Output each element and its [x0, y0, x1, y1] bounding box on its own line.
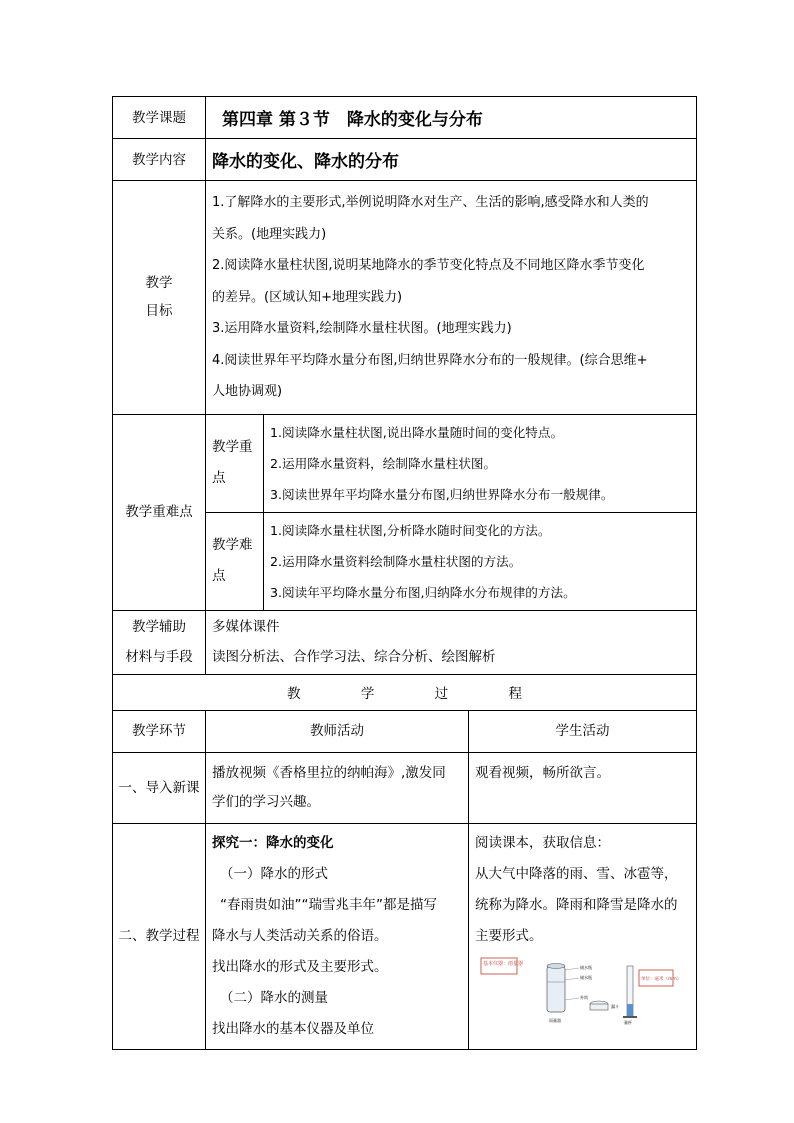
label-key-line2: 点: [212, 470, 226, 486]
label-goals-line1: 教学: [145, 275, 173, 292]
heading-char: 教: [287, 686, 301, 702]
label-key-line1: 教学重: [212, 439, 253, 455]
diagram-label: 储水瓶: [580, 974, 592, 980]
goals-cell: [206, 181, 697, 415]
label-aids: [113, 610, 206, 674]
label-difficult-points: [206, 512, 264, 610]
label-aids-line1: 教学辅助: [132, 619, 186, 635]
goal-line: 2.阅读降水量柱状图,说明某地降水的季节变化特点及不同地区降水季节变化: [212, 258, 645, 273]
diagram-label: 外筒: [580, 994, 588, 1000]
heading-char: 过: [434, 686, 449, 702]
aid-line: 读图分析法、合作学习法、综合分析、绘图解析: [212, 649, 496, 665]
goal-line: 的差异。(区域认知+地理实践力): [212, 289, 403, 305]
diagram-label: 量杯: [624, 1019, 632, 1025]
stage-intro: 一、导入新课: [113, 752, 206, 823]
label-goals-line2: 目标: [145, 303, 173, 320]
diagram-box-left-text: 基本仪器：雨量器: [483, 960, 524, 967]
difficult-points-cell: [264, 512, 697, 610]
goal-line: 4.阅读世界年平均降水量分布图,归纳世界降水分布的一般规律。(综合思维+: [212, 352, 648, 368]
difficult-point: 3.阅读年平均降水量分布图,归纳降水分布规律的方法。: [270, 584, 576, 600]
rain-gauge-top-icon: [547, 963, 565, 968]
col-student-header: 学生活动: [469, 710, 697, 752]
heading-char: 程: [508, 686, 522, 702]
label-aids-line2: 材料与手段: [125, 649, 193, 665]
label-goals: [113, 181, 206, 415]
rain-gauge-diagram: [475, 956, 685, 1030]
rain-gauge-icon: [547, 966, 565, 1012]
teacher-line: 找出降水的形式及主要形式。: [212, 958, 388, 975]
label-key-points: [206, 414, 264, 512]
teacher-intro-line: 学们的学习兴趣。: [212, 793, 320, 810]
lesson-topic: 第四章 第３节 降水的变化与分布: [206, 97, 697, 139]
col-stage-header: 教学环节: [113, 710, 206, 752]
subheading-measure: （二）降水的测量: [220, 989, 328, 1006]
heading-char: 学: [360, 686, 375, 702]
label-diff-line1: 教学难: [212, 537, 253, 553]
difficult-point: 1.阅读降水量柱状图,分析降水随时间变化的方法。: [270, 522, 551, 538]
diagram-label: 雨量器: [549, 1017, 561, 1023]
key-point: 2.运用降水量资料，绘制降水量柱状图。: [270, 455, 497, 471]
lesson-plan-table: [112, 96, 697, 1050]
student-process-cell: [469, 823, 697, 1049]
goal-line: 关系。(地理实践力): [212, 226, 327, 242]
key-point: 1.阅读降水量柱状图,说出降水量随时间的变化特点。: [270, 424, 564, 440]
teacher-line: “春雨贵如油”“瑞雪兆丰年”都是描写: [220, 896, 437, 913]
label-topic: 教学课题: [113, 97, 206, 139]
aids-cell: [206, 610, 697, 674]
teacher-intro-cell: [206, 752, 469, 823]
goal-line: 人地协调观): [212, 384, 283, 399]
explore-heading: 探究一：降水的变化: [212, 834, 334, 851]
label-content: 教学内容: [113, 139, 206, 181]
lesson-content: 降水的变化、降水的分布: [206, 139, 697, 181]
student-line: 统称为降水。降雨和降雪是降水的: [475, 896, 678, 913]
student-line: 阅读课本，获取信息：: [475, 834, 610, 851]
stage-process: 二、教学过程: [113, 823, 206, 1049]
student-line: 从大气中降落的雨、雪、冰雹等，: [475, 865, 678, 882]
diagram-box-right-text: 单位：毫米（mm）: [641, 976, 682, 982]
teacher-intro-line: 播放视频《香格里拉的纳帕海》,激发同: [212, 764, 446, 781]
diagram-label: 储水瓶: [580, 964, 592, 970]
col-teacher-header: 教师活动: [206, 710, 469, 752]
process-heading: [113, 674, 697, 710]
key-points-cell: [264, 414, 697, 512]
teacher-line: 降水与人类活动关系的俗语。: [212, 927, 388, 944]
subheading-forms: （一）降水的形式: [220, 865, 328, 882]
key-point: 3.阅读世界年平均降水量分布图,归纳世界降水分布一般规律。: [270, 486, 614, 502]
label-diff-line2: 点: [212, 568, 226, 584]
student-intro-cell: [469, 752, 697, 823]
teacher-process-cell: [206, 823, 469, 1049]
goal-line: 3.运用降水量资料,绘制降水量柱状图。(地理实践力): [212, 321, 512, 336]
diagram-label: 漏斗: [611, 1003, 619, 1009]
label-key-difficult: 教学重难点: [113, 414, 206, 610]
teacher-line: 找出降水的基本仪器及单位: [212, 1020, 374, 1037]
difficult-point: 2.运用降水量资料绘制降水量柱状图的方法。: [270, 553, 522, 569]
goal-line: 1.了解降水的主要形式,举例说明降水对生产、生活的影响,感受降水和人类的: [212, 195, 649, 210]
student-intro-text: 观看视频，畅所欲言。: [475, 764, 610, 781]
student-line: 主要形式。: [475, 927, 543, 944]
aid-line: 多媒体课件: [212, 619, 280, 635]
